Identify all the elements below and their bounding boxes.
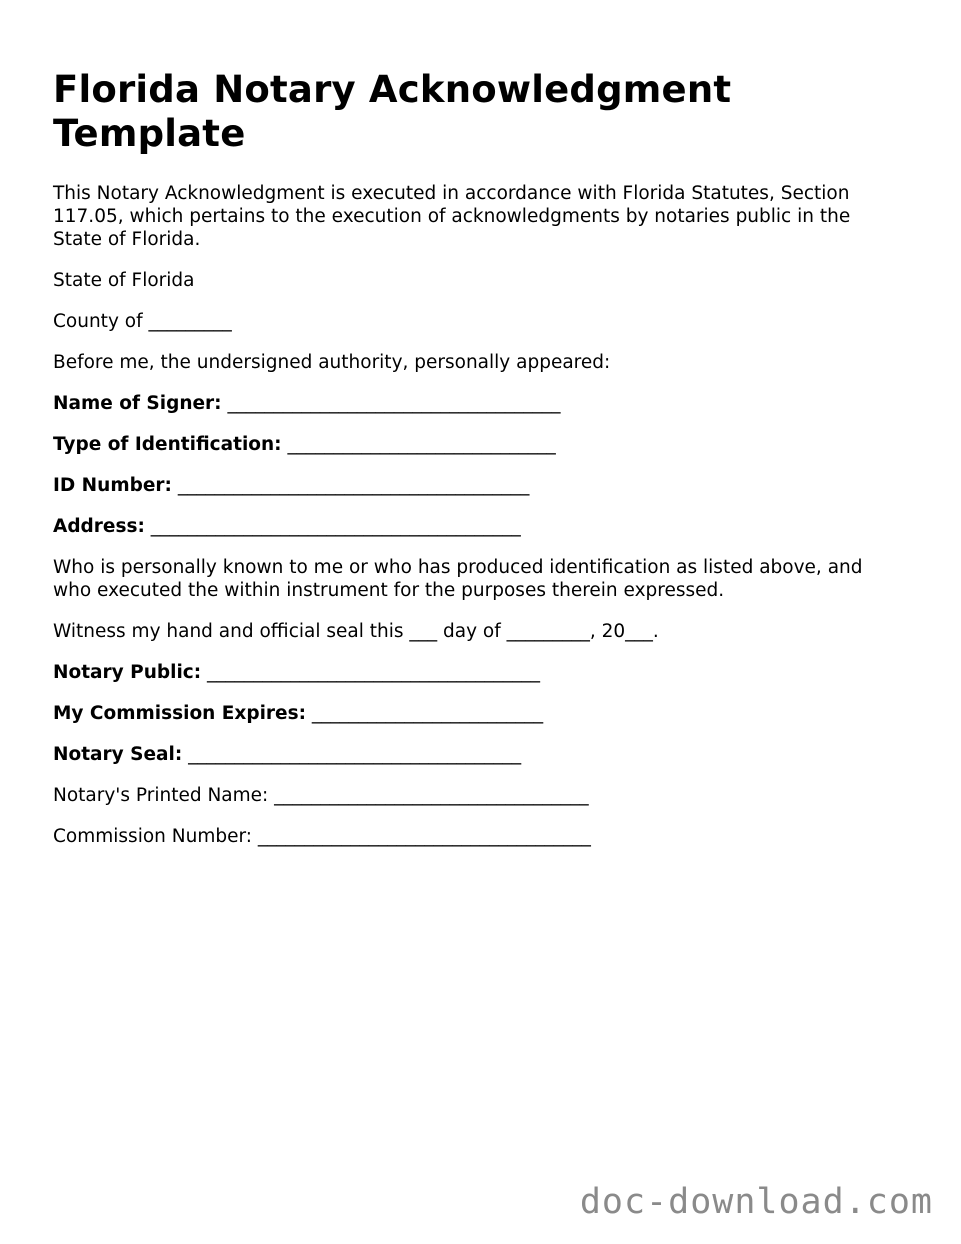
field-blank: _____________________________: [281, 434, 556, 455]
field-blank: ________________________________________: [144, 516, 521, 537]
field-commission-expires: [53, 702, 883, 725]
intro-paragraph: This Notary Acknowledgment is executed in accordance with Florida Statutes, Section 117.05, which pertains to the execution of acknowledgments by notaries public in the State of Florida.: [53, 183, 851, 250]
field-notary-public: [53, 661, 883, 684]
field-id-number: [53, 474, 883, 497]
field-blank: ______________________________________: [171, 475, 530, 496]
field-label: Address:: [53, 516, 145, 537]
watermark-text: doc-download.com: [579, 1182, 933, 1222]
field-blank: ____________________________________: [201, 662, 541, 683]
field-blank: ____________________________________: [221, 393, 561, 414]
who-statement: Who is personally known to me or who has produced identification as listed above, and who executed the within instrument for the purposes therein expressed.: [53, 557, 863, 601]
field-name-of-signer: [53, 392, 883, 415]
field-label: ID Number:: [53, 475, 172, 496]
field-notary-seal: [53, 743, 883, 766]
field-label: Type of Identification:: [53, 434, 282, 455]
field-label: My Commission Expires:: [53, 703, 307, 724]
county-line: County of _________: [53, 311, 232, 332]
field-blank: ____________________________________: [182, 744, 522, 765]
before-me-line: Before me, the undersigned authority, personally appeared:: [53, 352, 611, 373]
field-type-of-identification: [53, 433, 883, 456]
witness-line: Witness my hand and official seal this ___ day of _________, 20___.: [53, 621, 659, 642]
document-page: [53, 68, 883, 866]
commission-number-line: Commission Number: ____________________________________: [53, 826, 591, 847]
field-label: Name of Signer:: [53, 393, 222, 414]
state-line: State of Florida: [53, 270, 195, 291]
field-label: Notary Seal:: [53, 744, 183, 765]
printed-name-line: Notary's Printed Name: __________________________________: [53, 785, 589, 806]
field-label: Notary Public:: [53, 662, 202, 683]
field-address: [53, 515, 883, 538]
field-blank: _________________________: [306, 703, 544, 724]
document-title: Florida Notary Acknowledgment Template: [53, 68, 732, 155]
